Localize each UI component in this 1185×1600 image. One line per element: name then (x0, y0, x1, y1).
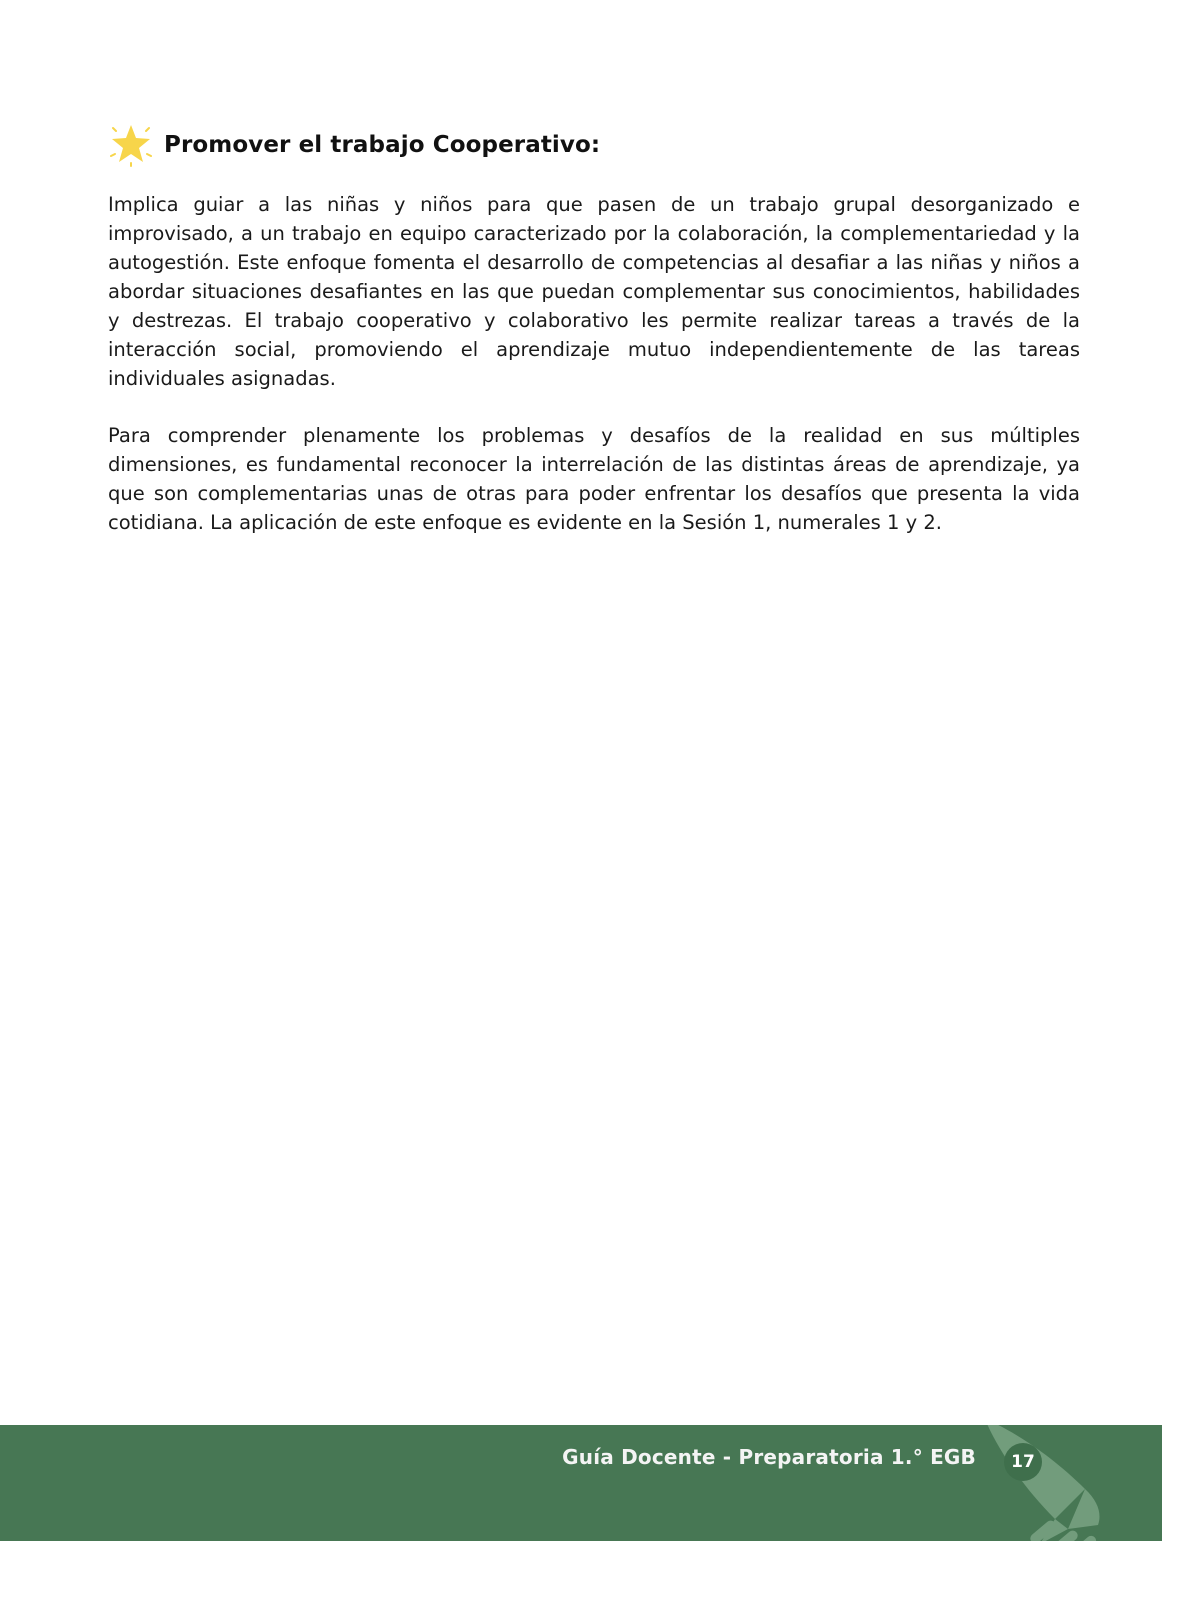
paragraph: Para comprender plenamente los problemas y desafíos de la realidad en sus múltiples dimensiones, es fundamental reconocer la interrelación de las distintas áreas de aprendizaje, ya que son complementarias unas de otras para poder enfrentar los desafíos que presenta la vida cotidiana. La aplicación de este enfoque es evidente en la Sesión 1, numerales 1 y 2. (108, 424, 1080, 534)
section-title: Promover el trabajo Cooperativo: (164, 132, 601, 158)
paragraph: Implica guiar a las niñas y niños para que pasen de un trabajo grupal desorganizado e improvisado, a un trabajo en equipo caracterizado por la colaboración, la complementariedad y la autogestión. Este enfoque fomenta el desarrollo de competencias al desafiar a las niñas y niños a abordar situaciones desafiantes en las que puedan complementar sus conocimientos, habilidades y destrezas. El trabajo cooperativo y colaborativo les permite realizar tareas a través de la interacción social, promoviendo el aprendizaje mutuo independientemente de las tareas individuales asignadas. (108, 193, 1080, 390)
page-number: 17 (1004, 1443, 1042, 1481)
section-heading (108, 122, 600, 168)
rocket-icon (980, 1425, 1130, 1541)
footer-title: Guía Docente - Preparatoria 1.° EGB (562, 1445, 976, 1469)
page-footer (0, 1425, 1162, 1541)
star-icon (108, 122, 154, 168)
body-text (108, 190, 1080, 565)
